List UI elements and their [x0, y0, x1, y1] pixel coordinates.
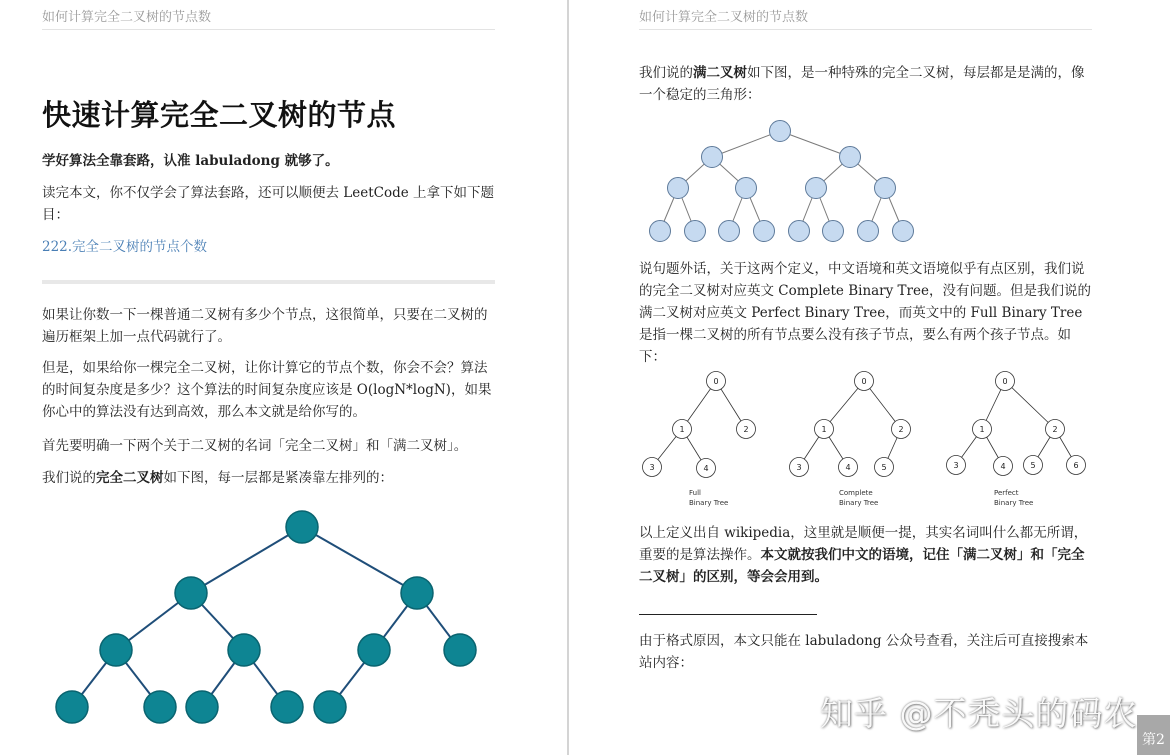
right-paragraph-2: 说句题外话，关于这两个定义，中文语境和英文语境似乎有点区别，我们说的完全二叉树对应英文 Complete Binary Tree，没有问题。但是我们说的满二叉树对应英文 Perfect Binary Tree，而英文中的 Full Binary Tree 是指一棵二叉树的所有节点要么没有孩子节点，要么有两个孩子节点。如下：	[639, 261, 1091, 365]
perfect-tree-edges	[660, 131, 903, 231]
complete-tree-node	[358, 634, 390, 666]
tree-types-diagram	[569, 362, 1170, 517]
full-tree-node-label: 4	[703, 464, 709, 473]
header-rule-right	[639, 29, 1092, 30]
complete-tree-node	[401, 577, 433, 609]
perfect-tree-node-label: 3	[953, 461, 959, 470]
right-paragraph-3	[639, 522, 1094, 588]
full-tree-node-label: 1	[679, 425, 685, 434]
complete-tree-node	[271, 691, 303, 723]
complete-tree-node	[286, 511, 318, 543]
complete-tree-node	[314, 691, 346, 723]
intro-paragraph: 读完本文，你不仅学会了算法套路，还可以顺便去 LeetCode 上拿下如下题目：	[42, 185, 495, 223]
right-paragraph-1	[639, 62, 1094, 106]
complete-tree-edges	[72, 527, 460, 707]
page-number-tab[interactable]: 第2	[1137, 715, 1170, 755]
complete-tree-node-label: 2	[898, 425, 904, 434]
tree-types-edges	[652, 381, 1079, 470]
perfect-tree-node	[823, 221, 844, 242]
perfect-tree-edge	[780, 131, 850, 157]
paragraph-2: 但是，如果给你一棵完全二叉树，让你计算它的节点个数，你会不会？算法的时间复杂度是多少？这个算法的时间复杂度应该是 O(logN*logN)，如果你心中的算法没有达到高效，那么本文就是给你写的。	[42, 360, 492, 420]
paragraph-4-post: 如下图，每一层都是紧凑靠左排列的：	[163, 470, 393, 486]
perfect-tree-node-label: 0	[1002, 377, 1008, 386]
perfect-tree-node	[875, 178, 896, 199]
tree-types-captions	[689, 489, 1033, 507]
complete-tree-node-label: 1	[821, 425, 827, 434]
complete-binary-tree-figure	[0, 500, 567, 755]
paragraph-4	[42, 467, 497, 489]
paragraph-4-bold: 完全二叉树	[96, 470, 164, 486]
perfect-caption-line1: Perfect	[994, 489, 1019, 497]
header-rule-left	[42, 29, 495, 30]
complete-caption-line1: Complete	[839, 489, 873, 497]
perfect-caption-line2: Binary Tree	[994, 499, 1034, 507]
complete-tree-nodes	[56, 511, 476, 723]
right-paragraph-4: 由于格式原因，本文只能在 labuladong 公众号查看，关注后可直接搜索本站内容：	[639, 633, 1089, 671]
full-tree-node-label: 3	[649, 463, 655, 472]
perfect-tree-node-label: 4	[1000, 462, 1006, 471]
page-title: 快速计算完全二叉树的节点	[42, 98, 397, 132]
perfect-tree-node-label: 2	[1052, 425, 1058, 434]
perfect-tree-node	[806, 178, 827, 199]
zhihu-watermark: 知乎 @不秃头的码农	[820, 694, 1138, 733]
complete-tree-node	[100, 634, 132, 666]
full-tree-node-label: 0	[713, 377, 719, 386]
perfect-tree-node	[702, 147, 723, 168]
paragraph-1: 如果让你数一下一棵普通二叉树有多少个节点，这很简单，只要在二叉树的遍历框架上加一点代码就行了。	[42, 307, 488, 345]
perfect-tree-node	[770, 121, 791, 142]
perfect-tree-node-label: 5	[1030, 461, 1036, 470]
perfect-tree-node	[840, 147, 861, 168]
right-paragraph-3-pre: 以上定义出自 wikipedia，这里就是顺便一提，其实名词叫什么都无所谓，重要的是算法操作。	[639, 525, 1088, 563]
perfect-tree-node-label: 1	[979, 425, 985, 434]
perfect-tree-node	[858, 221, 879, 242]
running-header-left: 如何计算完全二叉树的节点数	[42, 10, 212, 25]
perfect-tree-edge	[1005, 381, 1055, 429]
left-page	[0, 0, 567, 755]
complete-tree-node-label: 3	[796, 463, 802, 472]
perfect-tree-node	[650, 221, 671, 242]
complete-tree-node	[228, 634, 260, 666]
subtitle: 学好算法全靠套路，认准 labuladong 就够了。	[42, 153, 339, 169]
complete-tree-node	[144, 691, 176, 723]
complete-tree-node	[56, 691, 88, 723]
perfect-tree-node	[789, 221, 810, 242]
complete-tree-node	[175, 577, 207, 609]
perfect-tree-node	[719, 221, 740, 242]
running-header-right: 如何计算完全二叉树的节点数	[639, 10, 809, 25]
full-caption-line2: Binary Tree	[689, 499, 729, 507]
perfect-tree-node	[685, 221, 706, 242]
perfect-tree-node	[893, 221, 914, 242]
paragraph-3: 首先要明确一下两个关于二叉树的名词「完全二叉树」和「满二叉树」。	[42, 438, 468, 454]
perfect-binary-tree-figure	[569, 115, 1170, 250]
perfect-tree-node-label: 6	[1073, 461, 1079, 470]
right-paragraph-3-bold: 本文就按我们中文的语境，记住「满二叉树」和「完全二叉树」的区别，等会会用到。	[639, 547, 1085, 585]
complete-tree-node-label: 4	[845, 463, 851, 472]
perfect-tree-node	[754, 221, 775, 242]
complete-tree-edge	[302, 527, 417, 593]
section-divider	[42, 280, 495, 284]
right-paragraph-1-post: 如下图，是一种特殊的完全二叉树，每层都是是满的，像一个稳定的三角形：	[639, 65, 1085, 103]
complete-tree-node-label: 5	[881, 463, 887, 472]
separator-line	[639, 614, 817, 615]
perfect-tree-node	[668, 178, 689, 199]
right-paragraph-1-bold: 满二叉树	[693, 65, 747, 81]
complete-tree-node-label: 0	[861, 377, 867, 386]
full-caption-line1: Full	[689, 489, 701, 497]
paragraph-4-pre: 我们说的	[42, 470, 96, 486]
complete-tree-node	[444, 634, 476, 666]
right-page	[569, 0, 1170, 755]
complete-tree-node	[186, 691, 218, 723]
perfect-tree-nodes	[650, 121, 914, 242]
problem-link[interactable]: 222.完全二叉树的节点个数	[42, 239, 208, 255]
tree-types-nodes	[643, 372, 1086, 478]
right-paragraph-1-pre: 我们说的	[639, 65, 693, 81]
complete-tree-edge	[191, 527, 302, 593]
full-tree-node-label: 2	[743, 425, 749, 434]
perfect-tree-node	[736, 178, 757, 199]
complete-caption-line2: Binary Tree	[839, 499, 879, 507]
